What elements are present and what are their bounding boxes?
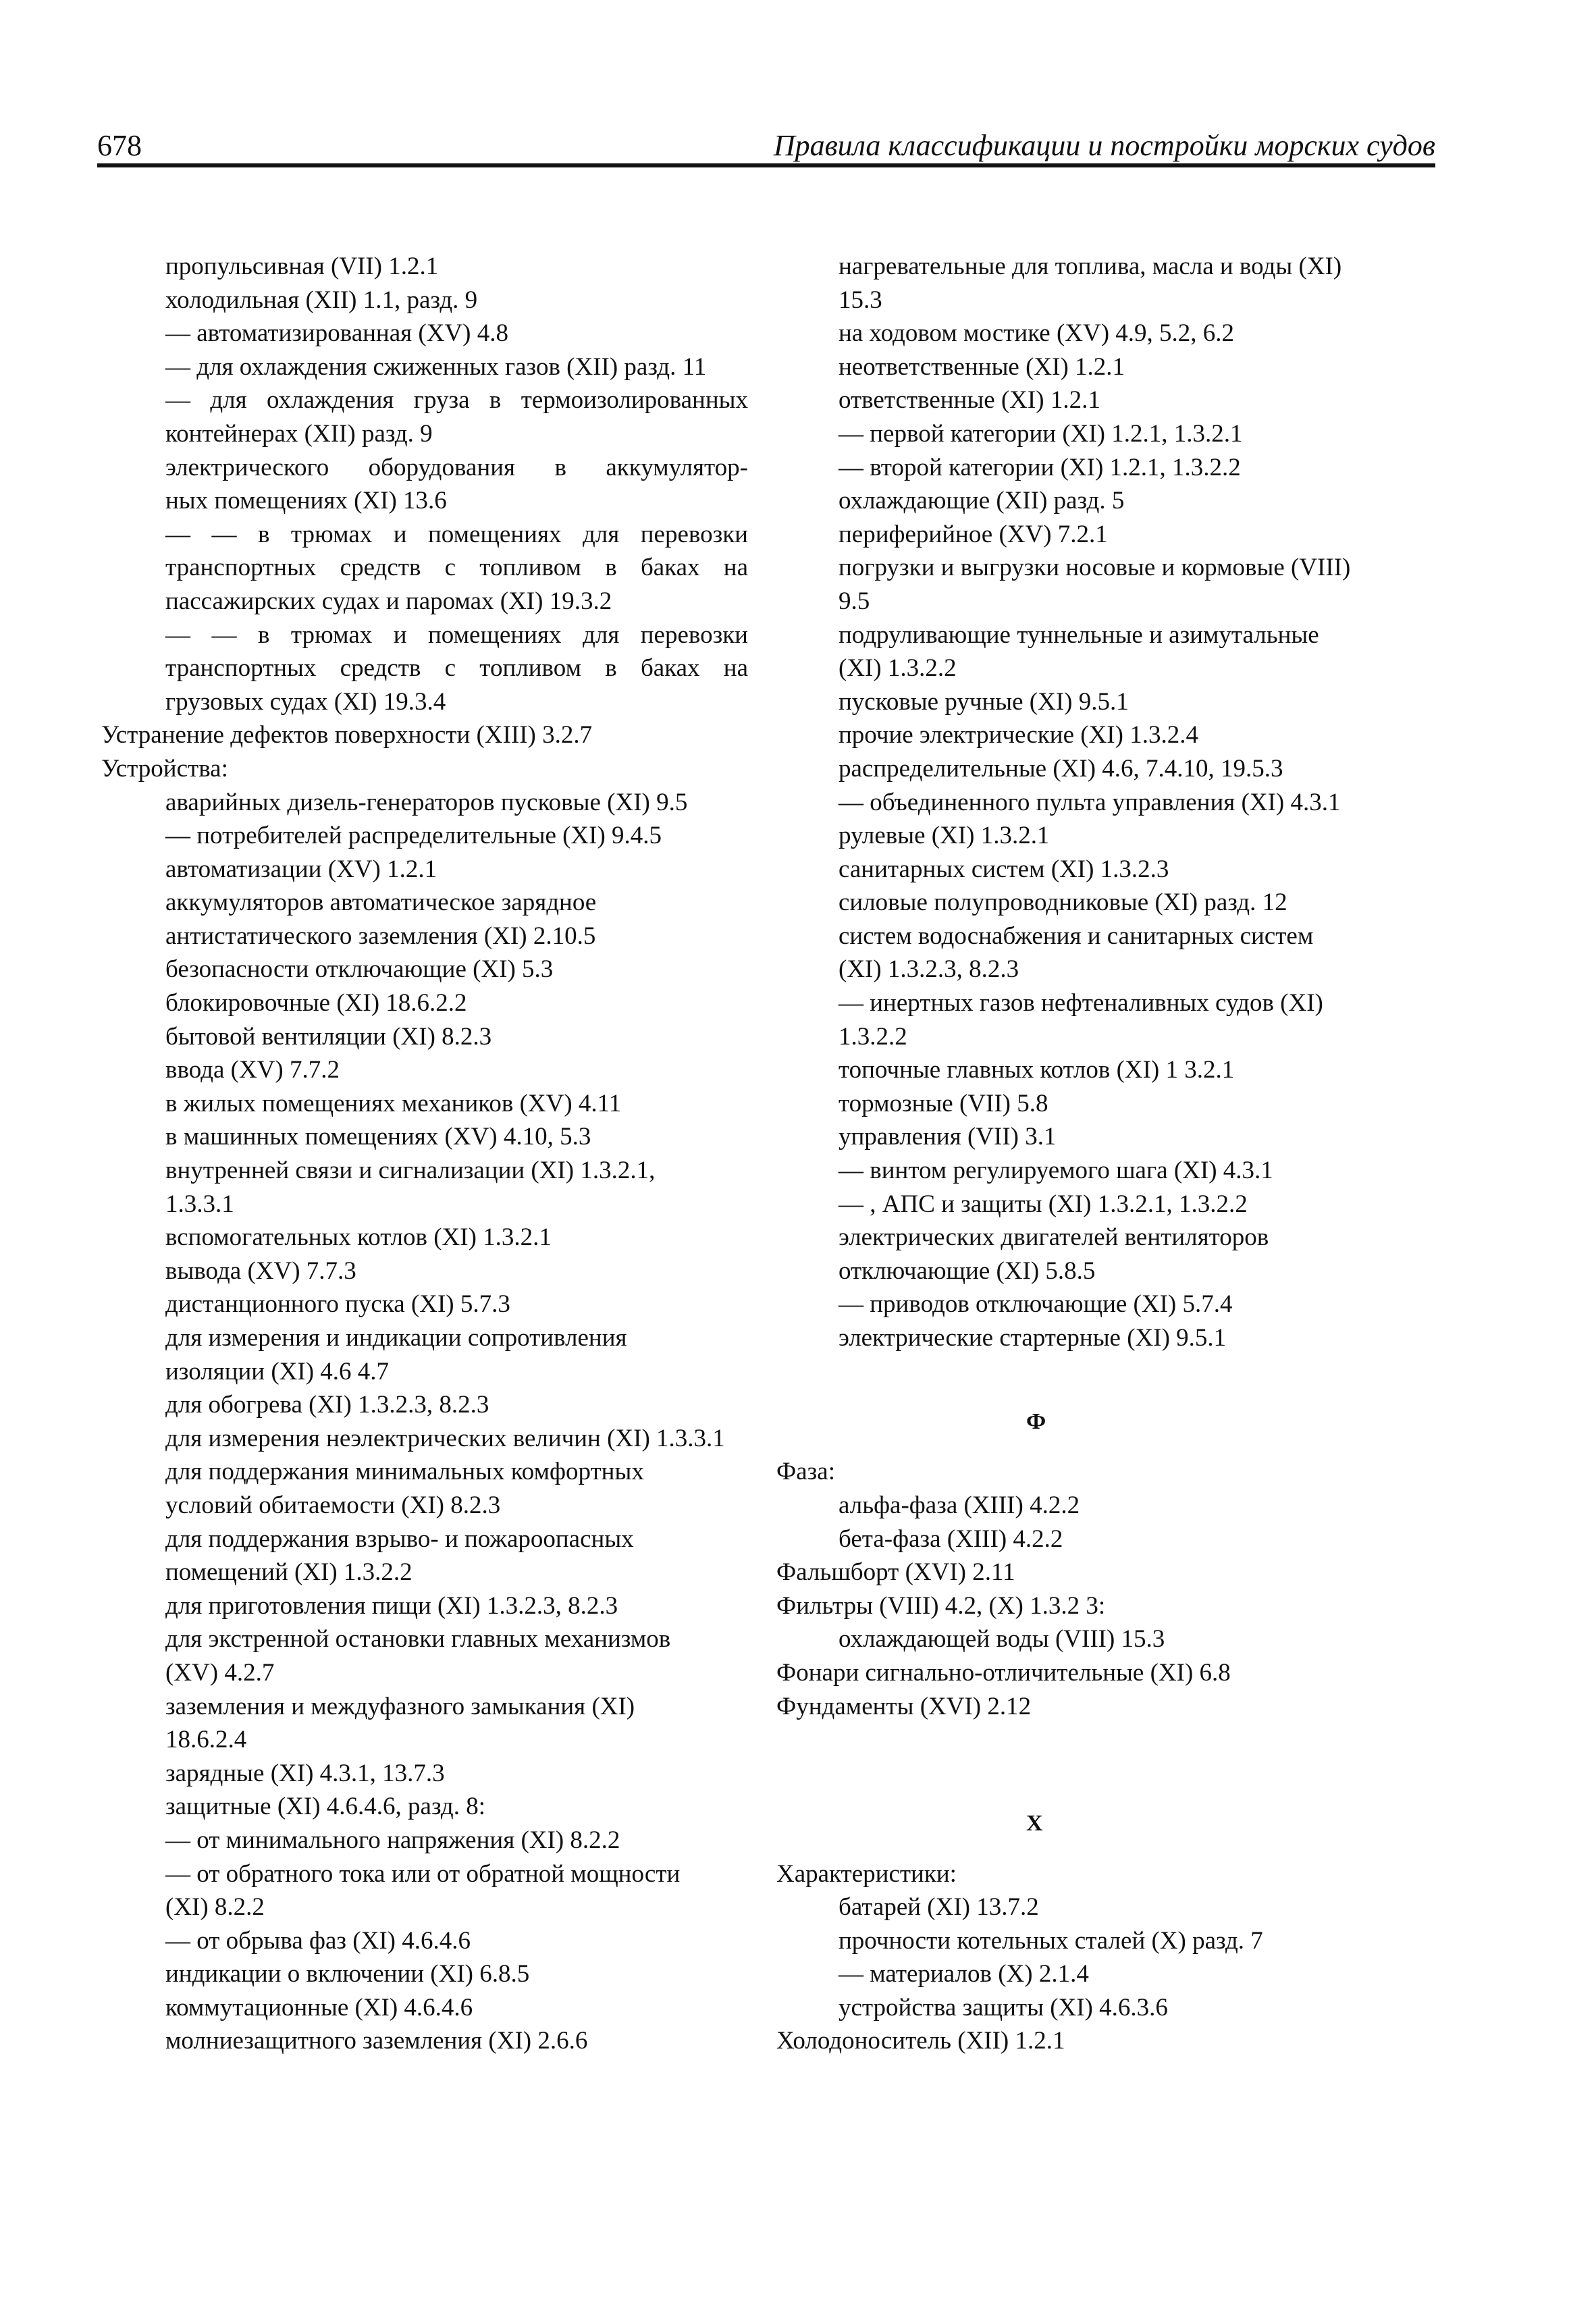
left-column <box>101 250 748 2058</box>
index-subentry: — объединенного пульта управления (XI) 4.3.1 <box>839 788 1341 816</box>
index-subentry: внутренней связи и сигнализации (XI) 1.3.2.1, <box>165 1157 656 1185</box>
index-subentry: бета-фаза (XIII) 4.2.2 <box>839 1525 1063 1553</box>
index-subentry: для измерения и индикации сопротивления <box>165 1324 627 1352</box>
index-subentry: (XV) 4.2.7 <box>165 1658 275 1687</box>
index-subentry: пусковые ручные (XI) 9.5.1 <box>839 687 1129 716</box>
index-subentry: для экстренной остановки главных механизмов <box>165 1625 671 1654</box>
index-subentry: контейнерах (XII) разд. 9 <box>165 419 433 448</box>
index-subentry: грузовых судах (XI) 19.3.4 <box>165 687 446 716</box>
index-subentry: транспортных средств с топливом в баках на <box>165 554 748 582</box>
index-subentry: охлаждающей воды (VIII) 15.3 <box>839 1625 1165 1654</box>
page-number: 678 <box>97 129 142 162</box>
index-subentry: распределительные (XI) 4.6, 7.4.10, 19.5.3 <box>839 754 1283 783</box>
index-subentry: — для охлаждения сжиженных газов (XII) разд. 11 <box>165 352 707 381</box>
index-entry: Фильтры (VIII) 4.2, (X) 1.3.2 3: <box>776 1591 1106 1620</box>
index-entry: Фонари сигнально-отличительные (XI) 6.8 <box>776 1658 1231 1687</box>
index-subentry: вспомогательных котлов (XI) 1.3.2.1 <box>165 1223 552 1252</box>
index-subentry: тормозные (VII) 5.8 <box>839 1089 1048 1117</box>
index-subentry: пропульсивная (VII) 1.2.1 <box>165 253 439 280</box>
index-subentry: в жилых помещениях механиков (XV) 4.11 <box>165 1089 622 1117</box>
index-subentry: (XI) 1.3.2.3, 8.2.3 <box>839 955 1019 984</box>
index-subentry: коммутационные (XI) 4.6.4.6 <box>165 1993 473 2021</box>
index-subentry: пассажирских судах и паромах (XI) 19.3.2 <box>165 587 612 615</box>
index-subentry: помещений (XI) 1.3.2.2 <box>165 1558 413 1587</box>
index-subentry: электрические стартерные (XI) 9.5.1 <box>839 1324 1227 1352</box>
index-subentry: для обогрева (XI) 1.3.2.3, 8.2.3 <box>165 1391 489 1419</box>
index-subentry: 15.3 <box>839 286 882 314</box>
index-subentry: зарядные (XI) 4.3.1, 13.7.3 <box>165 1759 445 1787</box>
index-subentry: транспортных средств с топливом в баках на <box>165 654 748 683</box>
index-subentry: нагревательные для топлива, масла и воды (XI) <box>839 253 1342 280</box>
index-subentry: силовые полупроводниковые (XI) разд. 12 <box>839 889 1287 917</box>
index-subentry: ввода (XV) 7.7.2 <box>165 1056 340 1084</box>
index-subentry: — от минимального напряжения (XI) 8.2.2 <box>165 1826 620 1854</box>
index-subentry: защитные (XI) 4.6.4.6, разд. 8: <box>165 1793 485 1821</box>
index-subentry: бытовой вентиляции (XI) 8.2.3 <box>165 1022 492 1051</box>
index-entry: Устранение дефектов поверхности (XIII) 3.2.7 <box>101 721 593 749</box>
index-subentry: погрузки и выгрузки носовые и кормовые (VIII) <box>839 554 1351 582</box>
index-entry: Холодоноситель (XII) 1.2.1 <box>776 2027 1065 2055</box>
index-subentry: безопасности отключающие (XI) 5.3 <box>165 955 554 984</box>
index-subentry: неответственные (XI) 1.2.1 <box>839 352 1125 381</box>
section-letter-f: Ф <box>1026 1409 1046 1435</box>
index-subentry: — от обратного тока или от обратной мощности <box>165 1859 681 1888</box>
index-subentry: прочности котельных сталей (X) разд. 7 <box>839 1926 1263 1955</box>
index-subentry: — — в трюмах и помещениях для перевозки <box>165 620 748 649</box>
index-subentry: 9.5 <box>839 587 870 615</box>
index-subentry: 1.3.2.2 <box>839 1022 907 1051</box>
index-subentry: блокировочные (XI) 18.6.2.2 <box>165 989 467 1018</box>
index-subentry: периферийное (XV) 7.2.1 <box>839 520 1108 548</box>
index-subentry: — для охлаждения груза в термоизолированных <box>165 386 748 415</box>
index-entry: Характеристики: <box>776 1859 957 1888</box>
index-subentry: — первой категории (XI) 1.2.1, 1.3.2.1 <box>839 419 1243 448</box>
index-subentry: — потребителей распределительные (XI) 9.4.5 <box>165 822 662 850</box>
section-letter-h: Х <box>1026 1811 1043 1836</box>
index-subentry: санитарных систем (XI) 1.3.2.3 <box>839 855 1169 883</box>
index-subentry: условий обитаемости (XI) 8.2.3 <box>165 1491 501 1519</box>
index-subentry: систем водоснабжения и санитарных систем <box>839 922 1314 950</box>
index-entry: Фундаменты (XVI) 2.12 <box>776 1692 1032 1720</box>
spacer <box>776 1723 1435 1757</box>
index-subentry: устройства защиты (XI) 4.6.3.6 <box>839 1993 1168 2021</box>
index-subentry: холодильная (XII) 1.1, разд. 9 <box>165 286 478 314</box>
index-subentry: (XI) 1.3.2.2 <box>839 654 957 683</box>
index-subentry: заземления и междуфазного замыкания (XI) <box>165 1692 635 1720</box>
index-subentry: автоматизации (XV) 1.2.1 <box>165 855 437 883</box>
index-subentry: на ходовом мостике (XV) 4.9, 5.2, 6.2 <box>839 319 1235 348</box>
index-entry: Устройства: <box>101 754 228 783</box>
index-subentry: вывода (XV) 7.7.3 <box>165 1257 356 1285</box>
index-subentry: изоляции (XI) 4.6 4.7 <box>165 1357 390 1385</box>
index-subentry: для приготовления пищи (XI) 1.3.2.3, 8.2.3 <box>165 1591 618 1620</box>
index-subentry: батарей (XI) 13.7.2 <box>839 1893 1039 1922</box>
index-subentry: дистанционного пуска (XI) 5.7.3 <box>165 1290 510 1319</box>
index-subentry: управления (VII) 3.1 <box>839 1123 1057 1151</box>
index-entry: Фальшборт (XVI) 2.11 <box>776 1558 1015 1587</box>
page-header <box>97 120 1435 169</box>
index-entry: Фаза: <box>776 1458 835 1486</box>
right-column-top-entries <box>776 250 1435 1355</box>
index-subentry: топочные главных котлов (XI) 1 3.2.1 <box>839 1056 1235 1084</box>
index-subentry: — от обрыва фаз (XI) 4.6.4.6 <box>165 1926 471 1955</box>
index-subentry: электрического оборудования в аккумулятор- <box>165 453 748 481</box>
index-subentry: для поддержания минимальных комфортных <box>165 1458 644 1486</box>
index-subentry: антистатического заземления (XI) 2.10.5 <box>165 922 596 950</box>
index-subentry: молниезащитного заземления (XI) 2.6.6 <box>165 2027 588 2055</box>
index-subentry: — второй категории (XI) 1.2.1, 1.3.2.2 <box>839 453 1241 481</box>
index-subentry: — приводов отключающие (XI) 5.7.4 <box>839 1290 1233 1319</box>
index-subentry: рулевые (XI) 1.3.2.1 <box>839 822 1050 850</box>
index-subentry: индикации о включении (XI) 6.8.5 <box>165 1960 530 1988</box>
index-subentry: — винтом регулируемого шага (XI) 4.3.1 <box>839 1157 1273 1185</box>
index-subentry: 1.3.3.1 <box>165 1190 234 1218</box>
index-subentry: — — в трюмах и помещениях для перевозки <box>165 520 748 548</box>
index-subentry: аварийных дизель-генераторов пусковые (XI) 9.5 <box>165 788 688 816</box>
index-subentry: аккумуляторов автоматическое зарядное <box>165 889 597 917</box>
index-subentry: альфа-фаза (XIII) 4.2.2 <box>839 1491 1080 1519</box>
index-subentry: — автоматизированная (XV) 4.8 <box>165 319 508 348</box>
index-subentry: для измерения неэлектрических величин (XI) 1.3.3.1 <box>165 1424 725 1452</box>
right-column <box>776 250 1435 2058</box>
index-subentry: — материалов (X) 2.1.4 <box>839 1960 1089 1988</box>
section-f-entries <box>776 1455 1435 1723</box>
header-rule <box>97 163 1435 167</box>
index-subentry: ответственные (XI) 1.2.1 <box>839 386 1100 415</box>
index-subentry: подруливающие туннельные и азимутальные <box>839 620 1319 649</box>
section-h-entries <box>776 1857 1435 2059</box>
index-subentry: (XI) 8.2.2 <box>165 1893 265 1922</box>
index-subentry: электрических двигателей вентиляторов <box>839 1223 1269 1252</box>
index-subentry: — , АПС и защиты (XI) 1.3.2.1, 1.3.2.2 <box>839 1190 1248 1218</box>
index-subentry: ных помещениях (XI) 13.6 <box>165 487 447 515</box>
index-subentry: в машинных помещениях (XV) 4.10, 5.3 <box>165 1123 591 1151</box>
index-subentry: прочие электрические (XI) 1.3.2.4 <box>839 721 1198 749</box>
index-subentry: 18.6.2.4 <box>165 1726 247 1754</box>
index-subentry: отключающие (XI) 5.8.5 <box>839 1257 1096 1285</box>
spacer <box>776 1355 1435 1389</box>
index-subentry: для поддержания взрыво- и пожароопасных <box>165 1525 634 1553</box>
index-subentry: — инертных газов нефтеналивных судов (XI) <box>839 989 1323 1018</box>
running-title: Правила классификации и постройки морских судов <box>773 129 1435 162</box>
index-subentry: охлаждающие (XII) разд. 5 <box>839 487 1125 515</box>
spacer <box>776 1757 1435 1791</box>
